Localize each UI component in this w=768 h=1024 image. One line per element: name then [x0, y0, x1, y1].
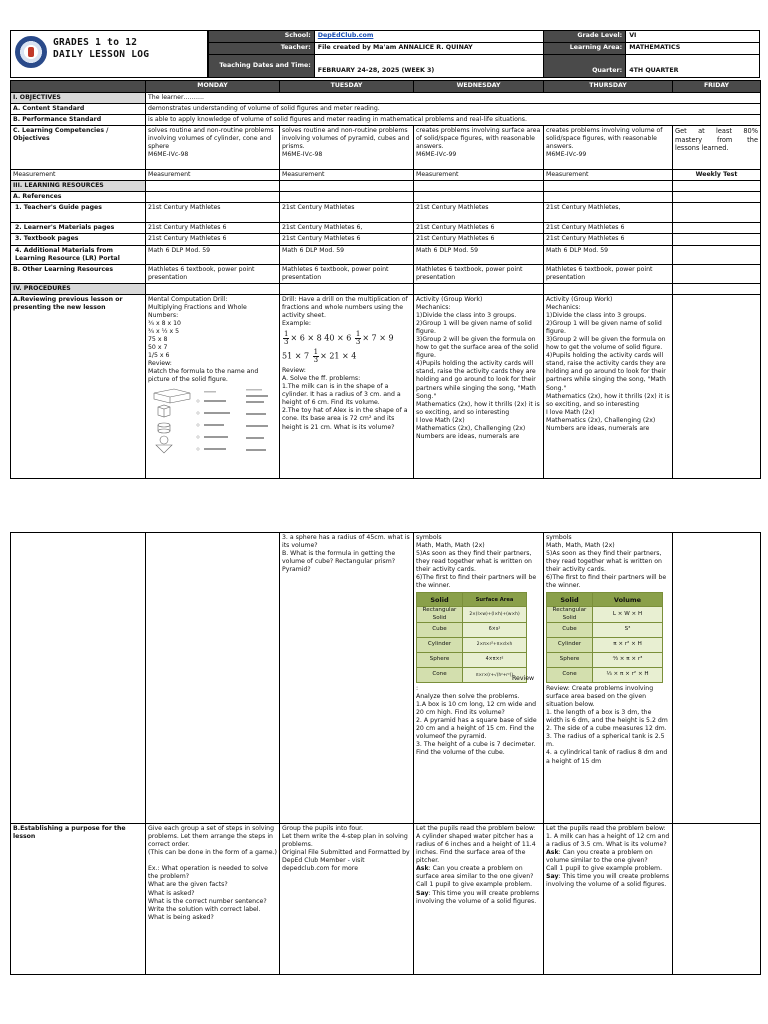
lm-row [11, 223, 761, 234]
title-line-2: DAILY LESSON LOG [53, 48, 150, 60]
procedure-b-label: B.Establishing a purpose for the lesson [11, 824, 146, 975]
other-thu: Mathletes 6 textbook, power point presentation [544, 264, 673, 283]
procedure-a-tue-cont: 3. a sphere has a radius of 45cm. what is its volume? B. What is the formula in getting the volume of cube? Rectangular prism? Pyramid? [280, 533, 414, 824]
procedure-a-mon-text: Mental Computation Drill: Multiplying Fractions and Whole Numbers: ¾ x 8 x 10 ¾ x ½ x 5 75 x 8 50 x 7 1/5 x 6 Review: Match the formula to the name and picture of the solid figure. [148, 295, 259, 384]
sa-header-solid: Solid [417, 593, 463, 607]
lesson-log-table [10, 80, 761, 479]
competencies-fri: Get at least 80% mastery from the lessons learned. [673, 126, 761, 170]
content-label: Measurement [11, 170, 146, 181]
dates-value: FEBRUARY 24-28, 2025 (WEEK 3) [314, 55, 544, 78]
procedure-a-wed: Activity (Group Work) Mechanics: 1)Divide the class into 3 groups. 2)Group 1 will be given name of solid figure. 3)Group 2 will be given the formula on how to get the surface area of the solid figure. 4)Pupils holding the activity cards will stand, raise the activity cards they are holding and go around to look for their partners while singing the song, "Math Song." Mathematics (2x), how it thrills (2x) it is so exciting, and so interesting I love Math (2x) Mathematics (2x), Challenging (2x) Numbers are ideas, numerals are [414, 294, 544, 478]
fraction-one-third: $\frac{1}{3}$ [284, 330, 289, 347]
add-wed: Math 6 DLP Mod. 59 [414, 245, 544, 264]
volume-table: Solid Volume Rectangular Solid L × W × H Cube S³ Cylinder π × r² × H Sphere ⁴⁄₃ × π × r³ Cone ⅓ × π × r² × H [546, 592, 663, 683]
tb-row [11, 234, 761, 245]
procedure-b-wed-text: Let the pupils read the problem below: A cylinder shaped water pitcher has a radius of 6 inches and a height of 11.4 inches. Find the surface area of the pitcher. [416, 825, 536, 865]
content-tue: Measurement [280, 170, 414, 181]
tb-label: 3. Textbook pages [11, 234, 146, 245]
procedure-a-tue-review: Review: A. Solve the ff. problems: 1.The milk can is in the shape of a cylinder. It has a radius of 3 cm. and a height of 6 cm. Find its volume. 2.The toy hat of Alex is in the shape of a cone. Its base area is 72 cm² and its height is 21 cm. What is its volume? [282, 367, 408, 431]
content-thu: Measurement [544, 170, 673, 181]
lesson-log-page-2 [10, 532, 760, 975]
day-header-row [11, 81, 761, 93]
procedure-a-thu-cont [544, 533, 673, 824]
day-wednesday: WEDNESDAY [414, 81, 544, 93]
procedure-a-mon [146, 294, 280, 478]
tb-thu: 21st Century Mathletes 6 [544, 234, 673, 245]
content-wed: Measurement [414, 170, 544, 181]
tg-wed: 21st Century Mathletes [414, 203, 544, 223]
lm-thu: 21st Century Mathletes 6 [544, 223, 673, 234]
tg-thu: 21st Century Mathletes, [544, 203, 673, 223]
procedure-a-row [11, 294, 761, 478]
performance-standard-label: B. Performance Standard [11, 115, 146, 126]
competencies-mon: solves routine and non-routine problems involving volumes of cylinder, cone and sphere M6ME-IVc-98 [146, 126, 280, 170]
surface-area-table: Solid Surface Area Rectangular Solid 2×(l×w)+(l×h)+(w×h) Cube 6×s² Cylinder 2×π×r²+π×d×h Sphere 4×π×r² Cone π×r×(r+√(h²+r²)) [416, 592, 527, 683]
competencies-wed: creates problems involving surface area of solid/space figures, with reasonable answers. M6ME-IVc-99 [414, 126, 544, 170]
procedure-a-wed-review: : Analyze then solve the problems. 1.A box is 10 cm long, 12 cm wide and 20 cm high. Find its volume? 2. A pyramid has a square base of side 20 cm and a height of 15 cm. Find the volumeof the pyramid. 3. The height of a cube is 7 decimeter. Find the volume of the cube. [416, 684, 537, 757]
page-header [10, 30, 760, 78]
school-link[interactable]: DepEdClub.com [317, 32, 374, 40]
area-label: Learning Area: [544, 43, 626, 55]
grade-label: Grade Level: [544, 31, 626, 43]
resources-label: III. LEARNING RESOURCES [11, 181, 146, 192]
header-title-box [10, 30, 208, 78]
other-resources-label: B. Other Learning Resources [11, 264, 146, 283]
procedure-a-thu: Activity (Group Work) Mechanics: 1)Divide the class into 3 groups. 2)Group 1 will be given name of solid figure. 3)Group 2 will be given the formula on how to get the volume of solid figure. 4)Pupils holding the activity cards will stand, raise the activity cards they are holding and go around to look for their partners while singing the song, "Math Song." Mathematics (2x), how it thrills (2x) it is so exciting, and so interesting I love Math (2x) Mathematics (2x), Challenging (2x) Numbers are ideas, numerals are [544, 294, 673, 478]
lm-mon: 21st Century Mathletes 6 [146, 223, 280, 234]
tb-mon: 21st Century Mathletes 6 [146, 234, 280, 245]
competencies-label: C. Learning Competencies / Objectives [11, 126, 146, 170]
procedure-a-thu-review: Review: Create problems involving surface area based on the given situation below. 1. the length of a box is 3 dm, the width is 6 dm, and the height is 5.2 dm 2. The side of a cube measures 12 dm. 3. The radius of a spherical tank is 2.5 m. 4. a cylindrical tank of radius 8 dm and a height of 15 dm [546, 684, 668, 765]
procedure-a-thu-cont-text: symbols Math, Math, Math (2x) 5)As soon as they find their partners, they read together what is written on their activity cards. 6)The first to find their partners will be the winner. [546, 534, 667, 590]
lm-label: 2. Learner's Materials pages [11, 223, 146, 234]
competencies-thu: creates problems involving volume of solid/space figures, with reasonable answers. M6ME-IVc-99 [544, 126, 673, 170]
references-row [11, 192, 761, 203]
other-mon: Mathletes 6 textbook, power point presentation [146, 264, 280, 283]
content-standard-row [11, 104, 761, 115]
math-example-line-2: 51 × 7 $\frac{1}{3}$ × 21 × 4 [282, 348, 357, 365]
procedure-b-tue: Group the pupils into four. Let them write the 4-step plan in solving problems. Original File Submitted and Formatted by DepEd Club Member - visit depedclub.com for more [280, 824, 414, 975]
procedures-row [11, 283, 761, 294]
procedure-b-wed: Let the pupils read the problem below: A cylinder shaped water pitcher has a radius of 6 inches and a height of 11.4 inches. Find the surface area of the pitcher. Ask: Can you create a problem on surface area similar to the one given? Call 1 pupil to give example problem. Say: This time you will create problems involving the volume of a solid figures. [414, 824, 544, 975]
tg-label: 1. Teacher's Guide pages [11, 203, 146, 223]
deped-seal-icon [15, 36, 47, 68]
school-value[interactable] [314, 31, 544, 43]
add-thu: Math 6 DLP Mod. 59 [544, 245, 673, 264]
add-tue: Math 6 DLP Mod. 59 [280, 245, 414, 264]
lesson-log-page-1 [10, 80, 760, 479]
procedures-label: IV. PROCEDURES [11, 283, 146, 294]
procedure-b-thu-text: Let the pupils read the problem below: 1. A milk can has a height of 12 cm and a radius of 3.5 cm. What is its volume? [546, 825, 670, 849]
other-tue: Mathletes 6 textbook, power point presentation [280, 264, 414, 283]
tg-row [11, 203, 761, 223]
procedure-b-thu: Let the pupils read the problem below: 1. A milk can has a height of 12 cm and a radius of 3.5 cm. What is its volume? Ask: Can you create a problem on volume similar to the one given? Call 1 pupil to give example problem. Say: This time you will create problems involving the volume of a solid figures. [544, 824, 673, 975]
solid-figures-matching-image [148, 387, 274, 455]
day-thursday: THURSDAY [544, 81, 673, 93]
tg-tue: 21st Century Mathletes [280, 203, 414, 223]
tg-mon: 21st Century Mathletes [146, 203, 280, 223]
procedure-b-row [11, 824, 761, 975]
content-standard-label: A. Content Standard [11, 104, 146, 115]
objectives-learner: The learner………. [146, 93, 761, 104]
tb-wed: 21st Century Mathletes 6 [414, 234, 544, 245]
lm-wed: 21st Century Mathletes 6 [414, 223, 544, 234]
performance-standard-value: is able to apply knowledge of volume of solid figures and meter reading in mathematical problems and real-life situations. [146, 115, 761, 126]
teacher-value: File created by Ma'am ANNALICE R. QUINAY [314, 43, 544, 55]
tb-tue: 21st Century Mathletes 6 [280, 234, 414, 245]
day-friday: FRIDAY [673, 81, 761, 93]
fraction-one-third: $\frac{1}{3}$ [313, 348, 319, 365]
day-monday: MONDAY [146, 81, 280, 93]
fraction-one-third: $\frac{1}{3}$ [355, 330, 361, 347]
day-tuesday: TUESDAY [280, 81, 414, 93]
school-label: School: [209, 31, 315, 43]
content-standard-value: demonstrates understanding of volume of solid figures and meter reading. [146, 104, 761, 115]
procedure-a-tue [280, 294, 414, 478]
procedure-a-tue-text: Drill: Have a drill on the multiplication of fractions and whole numbers using the activity sheet. Example: [282, 295, 408, 327]
procedure-b-mon: Give each group a set of steps in solving problems. Let them arrange the steps in correct order. (This can be done in the form of a game.) Ex.: What operation is needed to solve the problem? What are the given facts? What is asked? What is the correct number sentence? Write the solution with correct label. What is being asked? [146, 824, 280, 975]
lesson-log-table-continued [10, 532, 761, 975]
content-row [11, 170, 761, 181]
procedure-a-label: A.Reviewing previous lesson or presenting the new lesson [11, 294, 146, 478]
quarter-value: 4TH QUARTER [626, 55, 760, 78]
references-label: A. References [11, 192, 146, 203]
procedure-a-wed-cont-text: symbols Math, Math, Math (2x) 5)As soon as they find their partners, they read together what is written on their activity cards. 6)The first to find their partners will be the winner. [416, 534, 537, 590]
objectives-label: I. OBJECTIVES [11, 93, 146, 104]
objectives-row [11, 93, 761, 104]
surface-area-table-wrap [416, 592, 541, 683]
lm-tue: 21st Century Mathletes 6, [280, 223, 414, 234]
add-mon: Math 6 DLP Mod. 59 [146, 245, 280, 264]
header-info-table [208, 30, 760, 78]
additional-materials-label: 4. Additional Materials from Learning Resource (LR) Portal [11, 245, 146, 264]
content-fri: Weekly Test [673, 170, 761, 181]
vol-header-volume: Volume [593, 593, 663, 607]
quarter-label: Quarter: [544, 55, 626, 78]
vol-header-solid: Solid [547, 593, 593, 607]
other-wed: Mathletes 6 textbook, power point presentation [414, 264, 544, 283]
procedure-a-wed-cont [414, 533, 544, 824]
competencies-tue: solves routine and non-routine problems involving volumes of pyramid, cubes and prisms. M6ME-IVc-98 [280, 126, 414, 170]
dates-label: Teaching Dates and Time: [209, 55, 315, 78]
content-mon: Measurement [146, 170, 280, 181]
header-title [53, 37, 149, 61]
performance-standard-row [11, 115, 761, 126]
title-line-1: GRADES 1 to 12 [53, 37, 138, 48]
competencies-row [11, 126, 761, 170]
procedure-a-continued-row [11, 533, 761, 824]
other-resources-row [11, 264, 761, 283]
math-example-line-1: $\frac{1}{3}$ × 6 × 8 40 × 6 $\frac{1}{3}$ × 7 × 9 [284, 330, 394, 347]
review-label: Review [512, 674, 535, 682]
teacher-label: Teacher: [209, 43, 315, 55]
grade-value: VI [626, 31, 760, 43]
resources-row [11, 181, 761, 192]
area-value: MATHEMATICS [626, 43, 760, 55]
sa-header-area: Surface Area [463, 593, 527, 607]
additional-materials-row [11, 245, 761, 264]
solid-figures-drawing [148, 387, 274, 455]
